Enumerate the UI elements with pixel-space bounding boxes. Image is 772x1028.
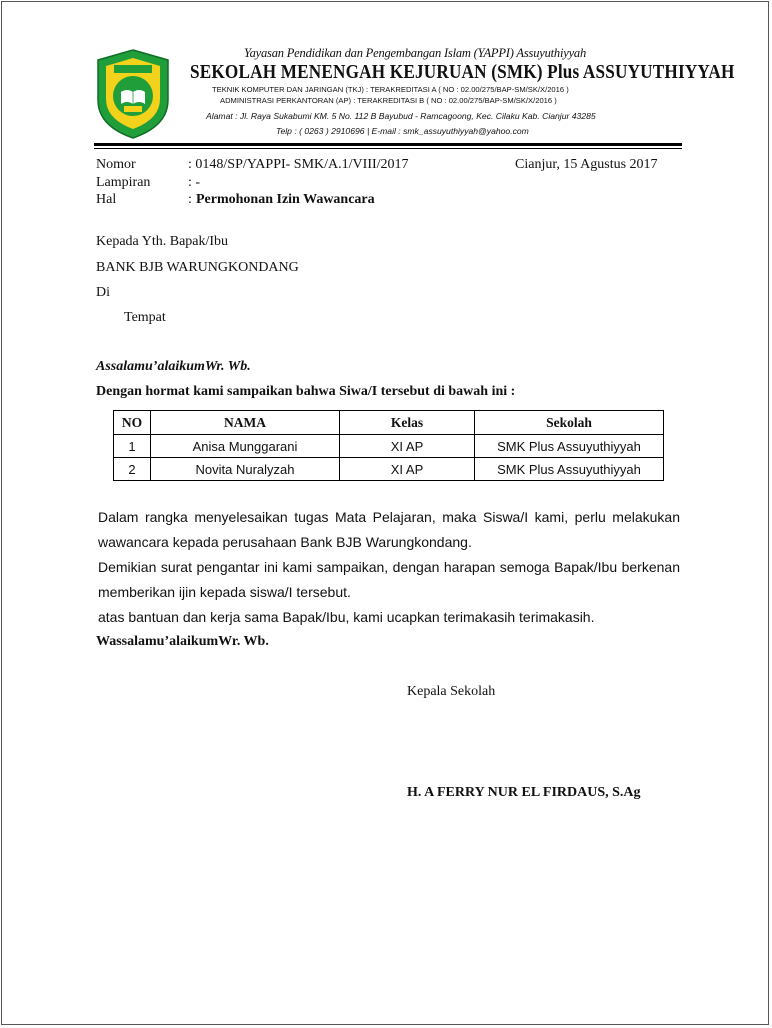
foundation-name: Yayasan Pendidikan dan Pengembangan Islam (YAPPI) Assuyuthiyyah [244,46,587,60]
place-date: Cianjur, 15 Agustus 2017 [515,157,658,172]
paragraph-3: atas bantuan dan kerja sama Bapak/Ibu, kami ucapkan terimakasih terimakasih. [98,609,595,625]
nomor-label: Nomor [96,157,136,172]
intro-text: Dengan hormat kami sampaikan bahwa Siwa/I tersebut di bawah ini : [96,384,516,399]
paragraph-1-line-1: Dalam rangka menyelesaikan tugas Mata Pelajaran, maka Siswa/I kami, perlu melakukan [98,509,680,525]
letterhead-divider-thin [94,148,682,149]
letter-page [1,1,769,1025]
school-logo-icon [94,48,172,140]
recipient-salutation: Kepada Yth. Bapak/Ibu [96,234,229,249]
recipient-name: BANK BJB WARUNGKONDANG [96,260,299,275]
signature-name: H. A FERRY NUR EL FIRDAUS, S.Ag [407,785,641,800]
hal-value: Permohonan Izin Wawancara [196,192,375,207]
nomor-value: : 0148/SP/YAPPI- SMK/A.1/VIII/2017 [188,157,409,172]
table-row [114,435,664,458]
school-address: Alamat : Jl. Raya Sukabumi KM. 5 No. 112 B Bayubud - Ramcagoong, Kec. Cilaku Kab. Cianjur 43285 [206,111,596,121]
school-name: SEKOLAH MENENGAH KEJURUAN (SMK) Plus ASSUYUTHIYYAH [190,61,735,83]
program-accreditation-1: TEKNIK KOMPUTER DAN JARINGAN (TKJ) : TERAKREDITASI A ( NO : 02.00/275/BAP-SM/SK/X/2016 ) [212,85,569,94]
header-nama: NAMA [151,411,340,435]
cell-no: 2 [114,458,151,481]
header-no: NO [114,411,151,435]
students-table [113,410,664,481]
recipient-di: Di [96,285,110,300]
signature-title: Kepala Sekolah [407,684,496,699]
cell-kelas: XI AP [340,458,475,481]
table-header-row [114,411,664,435]
cell-sekolah: SMK Plus Assuyuthiyyah [475,458,664,481]
hal-label: Hal [96,192,117,207]
cell-nama: Novita Nuralyzah [151,458,340,481]
letterhead-divider-thick [94,143,682,146]
cell-sekolah: SMK Plus Assuyuthiyyah [475,435,664,458]
closing-greeting: Wassalamu’alaikumWr. Wb. [96,634,269,649]
program-accreditation-2: ADMINISTRASI PERKANTORAN (AP) : TERAKREDITASI B ( NO : 02.00/275/BAP-SM/SK/X/2016 ) [220,96,557,105]
header-kelas: Kelas [340,411,475,435]
lampiran-value: : - [188,175,201,190]
cell-no: 1 [114,435,151,458]
school-contact: Telp : ( 0263 ) 2910696 | E-mail : smk_assuyuthiyyah@yahoo.com [276,126,529,136]
paragraph-2-line-1: Demikian surat pengantar ini kami sampaikan, dengan harapan semoga Bapak/Ibu berkenan [98,559,680,575]
cell-nama: Anisa Munggarani [151,435,340,458]
table-row [114,458,664,481]
greeting: Assalamu’alaikumWr. Wb. [96,359,251,374]
hal-colon: : [188,192,192,207]
header-sekolah: Sekolah [475,411,664,435]
paragraph-1-line-2: wawancara kepada perusahaan Bank BJB Warungkondang. [98,534,472,550]
recipient-tempat: Tempat [124,310,166,325]
lampiran-label: Lampiran [96,175,151,190]
cell-kelas: XI AP [340,435,475,458]
paragraph-2-line-2: memberikan ijin kepada siswa/I tersebut. [98,584,351,600]
